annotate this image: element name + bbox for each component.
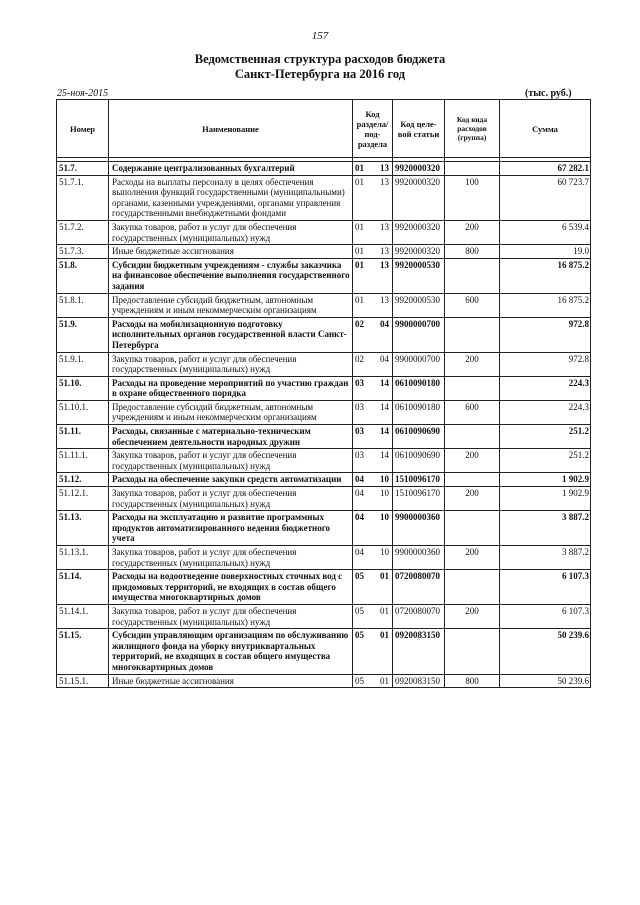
header-name: Наименование — [109, 100, 353, 158]
row-expense-type — [445, 162, 500, 176]
row-subsection: 13 — [373, 220, 393, 244]
row-name: Иные бюджетные ассигнования — [109, 245, 353, 259]
table-row — [57, 352, 591, 376]
row-number: 51.15. — [57, 629, 109, 674]
table-row — [57, 293, 591, 317]
row-sum: 972.8 — [500, 352, 591, 376]
row-expense-type: 200 — [445, 220, 500, 244]
document-date: 25-ноя-2015 — [57, 88, 109, 99]
row-section: 04 — [353, 487, 373, 511]
row-section: 03 — [353, 449, 373, 473]
row-name: Содержание централизованных бухгалтерий — [109, 162, 353, 176]
table-row — [57, 604, 591, 628]
row-section: 01 — [353, 175, 373, 220]
row-target-code: 9900000360 — [393, 546, 445, 570]
row-sum: 3 887.2 — [500, 511, 591, 546]
row-sum: 50 239.6 — [500, 674, 591, 688]
row-name: Закупка товаров, работ и услуг для обеспечения государственных (муниципальных) нужд — [109, 352, 353, 376]
row-sum: 19.0 — [500, 245, 591, 259]
row-section: 05 — [353, 629, 373, 674]
row-expense-type — [445, 473, 500, 487]
row-target-code: 9920000320 — [393, 162, 445, 176]
row-name: Предоставление субсидий бюджетным, автономным учреждениям и иным некоммерческим организациям — [109, 400, 353, 424]
row-number: 51.13. — [57, 511, 109, 546]
row-expense-type: 200 — [445, 546, 500, 570]
row-number: 51.8.1. — [57, 293, 109, 317]
row-section: 05 — [353, 570, 373, 605]
row-expense-type: 200 — [445, 487, 500, 511]
row-number: 51.10. — [57, 376, 109, 400]
row-target-code: 0610090180 — [393, 376, 445, 400]
row-expense-type — [445, 570, 500, 605]
row-section: 02 — [353, 317, 373, 352]
row-name: Расходы на проведение мероприятий по участию граждан в охране общественного порядка — [109, 376, 353, 400]
row-sum: 16 875.2 — [500, 293, 591, 317]
table-row — [57, 317, 591, 352]
table-row — [57, 511, 591, 546]
row-number: 51.15.1. — [57, 674, 109, 688]
table-row — [57, 400, 591, 424]
row-number: 51.9.1. — [57, 352, 109, 376]
header-sum: Сумма — [500, 100, 591, 158]
table-row — [57, 245, 591, 259]
row-name: Расходы на водоотведение поверхностных сточных вод с придомовых территорий, не входящих в состав общего имущества многоквартирных домов — [109, 570, 353, 605]
row-subsection: 10 — [373, 546, 393, 570]
row-expense-type: 200 — [445, 352, 500, 376]
row-sum: 972.8 — [500, 317, 591, 352]
row-section: 03 — [353, 400, 373, 424]
row-section: 01 — [353, 220, 373, 244]
row-number: 51.10.1. — [57, 400, 109, 424]
title-line-2: Санкт-Петербурга на 2016 год — [234, 67, 406, 81]
row-expense-type: 200 — [445, 449, 500, 473]
units-label: (тыс. руб.) — [525, 88, 572, 99]
row-sum: 3 887.2 — [500, 546, 591, 570]
row-subsection: 13 — [373, 293, 393, 317]
row-section: 02 — [353, 352, 373, 376]
row-section: 05 — [353, 604, 373, 628]
row-sum: 6 107.3 — [500, 604, 591, 628]
row-target-code: 9920000320 — [393, 220, 445, 244]
row-name: Расходы на выплаты персоналу в целях обеспечения выполнения функций государственными (муниципальными) органами, казенными учреждениями, органами управления государственными внебюджетными фондами — [109, 175, 353, 220]
row-sum: 67 282.1 — [500, 162, 591, 176]
row-name: Закупка товаров, работ и услуг для обеспечения государственных (муниципальных) нужд — [109, 546, 353, 570]
row-subsection: 13 — [373, 175, 393, 220]
row-section: 04 — [353, 473, 373, 487]
row-number: 51.11. — [57, 425, 109, 449]
budget-table — [56, 99, 591, 688]
row-name: Предоставление субсидий бюджетным, автономным учреждениям и иным некоммерческим организациям — [109, 293, 353, 317]
row-sum: 6 107.3 — [500, 570, 591, 605]
row-number: 51.7.1. — [57, 175, 109, 220]
row-number: 51.11.1. — [57, 449, 109, 473]
row-section: 03 — [353, 376, 373, 400]
row-expense-type: 800 — [445, 674, 500, 688]
row-number: 51.8. — [57, 258, 109, 293]
row-subsection: 14 — [373, 425, 393, 449]
row-target-code: 9920000320 — [393, 245, 445, 259]
table-row — [57, 162, 591, 176]
row-target-code: 0720080070 — [393, 604, 445, 628]
row-number: 51.9. — [57, 317, 109, 352]
row-target-code: 9920000320 — [393, 175, 445, 220]
row-subsection: 01 — [373, 674, 393, 688]
row-name: Расходы на обеспечение закупки средств автоматизации — [109, 473, 353, 487]
row-subsection: 04 — [373, 352, 393, 376]
row-section: 04 — [353, 511, 373, 546]
row-sum: 224.3 — [500, 376, 591, 400]
row-name: Иные бюджетные ассигнования — [109, 674, 353, 688]
row-subsection: 01 — [373, 629, 393, 674]
table-body — [57, 162, 591, 688]
header-number: Номер — [57, 100, 109, 158]
row-number: 51.7. — [57, 162, 109, 176]
row-name: Расходы на эксплуатацию и развитие программных продуктов автоматизированного ведения бюджетного учета — [109, 511, 353, 546]
header-target: Код целе- вой статьи — [393, 100, 445, 158]
row-sum: 50 239.6 — [500, 629, 591, 674]
row-target-code: 9900000700 — [393, 317, 445, 352]
row-expense-type — [445, 425, 500, 449]
table-row — [57, 629, 591, 674]
row-target-code: 0920083150 — [393, 674, 445, 688]
row-expense-type: 600 — [445, 293, 500, 317]
row-expense-type — [445, 258, 500, 293]
row-number: 51.12. — [57, 473, 109, 487]
row-expense-type — [445, 376, 500, 400]
row-sum: 251.2 — [500, 449, 591, 473]
row-expense-type: 200 — [445, 604, 500, 628]
row-section: 04 — [353, 546, 373, 570]
table-row — [57, 487, 591, 511]
row-sum: 16 875.2 — [500, 258, 591, 293]
row-section: 01 — [353, 258, 373, 293]
row-name: Закупка товаров, работ и услуг для обеспечения государственных (муниципальных) нужд — [109, 449, 353, 473]
row-sum: 251.2 — [500, 425, 591, 449]
row-subsection: 10 — [373, 511, 393, 546]
table-row — [57, 258, 591, 293]
row-subsection: 10 — [373, 473, 393, 487]
row-name: Закупка товаров, работ и услуг для обеспечения государственных (муниципальных) нужд — [109, 604, 353, 628]
row-expense-type: 100 — [445, 175, 500, 220]
row-expense-type: 800 — [445, 245, 500, 259]
row-name: Закупка товаров, работ и услуг для обеспечения государственных (муниципальных) нужд — [109, 487, 353, 511]
row-number: 51.13.1. — [57, 546, 109, 570]
row-number: 51.7.2. — [57, 220, 109, 244]
row-name: Закупка товаров, работ и услуг для обеспечения государственных (муниципальных) нужд — [109, 220, 353, 244]
document-title — [0, 52, 640, 82]
row-expense-type — [445, 317, 500, 352]
row-section: 05 — [353, 674, 373, 688]
row-subsection: 04 — [373, 317, 393, 352]
row-subsection: 14 — [373, 449, 393, 473]
row-section: 01 — [353, 162, 373, 176]
row-name: Расходы, связанные с материально-техническим обеспечением деятельности народных дружин — [109, 425, 353, 449]
row-expense-type — [445, 629, 500, 674]
table-row — [57, 449, 591, 473]
row-subsection: 14 — [373, 400, 393, 424]
row-number: 51.14. — [57, 570, 109, 605]
row-sum: 60 723.7 — [500, 175, 591, 220]
row-target-code: 1510096170 — [393, 473, 445, 487]
table-row — [57, 220, 591, 244]
row-number: 51.12.1. — [57, 487, 109, 511]
row-name: Субсидии управляющим организациям по обслуживанию жилищного фонда на уборку внутриквартальных территорий, не входящих в состав общего имущества многоквартирных домов — [109, 629, 353, 674]
header-section: Код раздела/ под- раздела — [353, 100, 393, 158]
row-target-code: 0610090690 — [393, 425, 445, 449]
row-subsection: 13 — [373, 162, 393, 176]
row-target-code: 0610090690 — [393, 449, 445, 473]
row-sum: 1 902.9 — [500, 487, 591, 511]
row-expense-type: 600 — [445, 400, 500, 424]
row-name: Субсидии бюджетным учреждениям - службы заказчика на финансовое обеспечение выполнения государственного задания — [109, 258, 353, 293]
row-target-code: 0920083150 — [393, 629, 445, 674]
row-sum: 6 539.4 — [500, 220, 591, 244]
row-target-code: 0610090180 — [393, 400, 445, 424]
row-subsection: 13 — [373, 245, 393, 259]
row-section: 01 — [353, 245, 373, 259]
row-subsection: 14 — [373, 376, 393, 400]
row-subsection: 01 — [373, 604, 393, 628]
row-target-code: 9900000360 — [393, 511, 445, 546]
row-target-code: 9920000530 — [393, 258, 445, 293]
table-row — [57, 425, 591, 449]
row-number: 51.7.3. — [57, 245, 109, 259]
row-number: 51.14.1. — [57, 604, 109, 628]
table-row — [57, 570, 591, 605]
row-subsection: 10 — [373, 487, 393, 511]
row-sum: 1 902.9 — [500, 473, 591, 487]
row-subsection: 01 — [373, 570, 393, 605]
row-subsection: 13 — [373, 258, 393, 293]
row-section: 03 — [353, 425, 373, 449]
row-target-code: 9900000700 — [393, 352, 445, 376]
row-section: 01 — [353, 293, 373, 317]
table-row — [57, 546, 591, 570]
table-row — [57, 473, 591, 487]
row-target-code: 9920000530 — [393, 293, 445, 317]
row-sum: 224.3 — [500, 400, 591, 424]
table-row — [57, 376, 591, 400]
table-row — [57, 674, 591, 688]
header-expense-type: Код вида расходов (группа) — [445, 100, 500, 158]
row-name: Расходы на мобилизационную подготовку исполнительных органов государственной власти Санкт-Петербурга — [109, 317, 353, 352]
page-number: 157 — [311, 30, 329, 42]
title-line-1: Ведомственная структура расходов бюджета — [194, 52, 446, 66]
row-target-code: 1510096170 — [393, 487, 445, 511]
row-expense-type — [445, 511, 500, 546]
table-row — [57, 175, 591, 220]
row-target-code: 0720080070 — [393, 570, 445, 605]
